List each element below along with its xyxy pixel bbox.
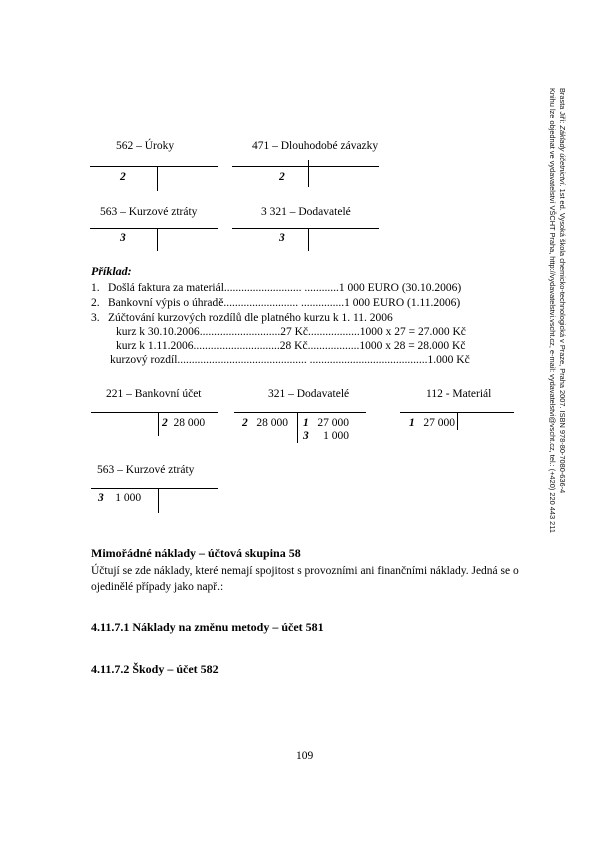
entry-number: 3 <box>98 492 104 504</box>
rate-label: kurz k 30.10.2006 <box>116 326 200 338</box>
citation-publisher: . 1st ed. Vysoká škola chemicko-technologická v Praze, Praha 2007. ISBN 978-80-7080-636-4 <box>558 184 567 494</box>
t-account-title: 471 – Dlouhodobé závazky <box>252 140 379 152</box>
entry-number: 1 <box>303 417 309 429</box>
t-account-divider <box>158 489 159 513</box>
entry-number: 2 <box>162 417 168 429</box>
t-account-title: 563 – Kurzové ztráty <box>100 206 198 218</box>
item-text: Bankovní výpis o úhradě <box>108 297 224 309</box>
t-account-entry: 3 <box>120 232 126 244</box>
rate-value: 28 Kč <box>279 340 308 352</box>
item-dots: ........................... ............ <box>223 282 339 294</box>
t-account-top-line <box>234 412 366 413</box>
example-heading: Příklad: <box>91 264 132 278</box>
item-number: 3. <box>91 312 100 324</box>
section-paragraph: Účtují se zde náklady, které nemají spojitost s provozními ani finančními náklady. Jedná se o ojedinělé případy jako např.: <box>91 565 519 593</box>
rate-dots: .............................. <box>193 340 280 352</box>
t-account-divider <box>157 229 158 251</box>
rate-value: 27 Kč <box>280 326 308 338</box>
difference-dots: ............................................. ......................................... <box>177 354 428 366</box>
t-account-debit-entry <box>98 492 141 504</box>
entry-number: 3 <box>303 430 309 442</box>
item-number: 1. <box>91 282 100 294</box>
t-account-entry: 2 <box>279 171 285 183</box>
t-account-top-line <box>91 488 218 489</box>
t-account-credit-entry <box>303 430 349 442</box>
t-account-top-line <box>232 228 379 229</box>
t-account-title: 112 - Materiál <box>426 388 492 400</box>
example-item-1 <box>91 282 461 294</box>
item-text: Došlá faktura za materiál <box>108 282 224 294</box>
t-account-debit-entry <box>409 417 455 429</box>
entry-amount: 28 000 <box>173 417 206 429</box>
t-account-title: 563 – Kurzové ztráty <box>97 464 195 476</box>
entry-amount: 28 000 <box>256 417 288 429</box>
t-account-entry: 3 <box>279 232 285 244</box>
t-account-top-line <box>232 166 379 167</box>
example-item-3 <box>91 312 393 324</box>
t-account-top-line <box>90 166 218 167</box>
t-account-title: 3 321 – Dodavatelé <box>261 206 351 218</box>
rate-row-2 <box>116 340 465 352</box>
subsection-heading-582: 4.11.7.2 Škody – účet 582 <box>91 662 219 676</box>
example-item-2 <box>91 297 460 309</box>
difference-value: 1.000 Kč <box>427 354 470 366</box>
t-account-top-line <box>91 412 218 413</box>
rate-dots: .................. <box>307 340 360 352</box>
rate-dots: ............................ <box>199 326 281 338</box>
page-number: 109 <box>296 750 314 762</box>
rate-calculation: 1000 x 27 = 27.000 Kč <box>359 326 466 338</box>
rate-calculation: 1000 x 28 = 28.000 Kč <box>359 340 466 352</box>
t-account-entry: 2 <box>120 171 126 183</box>
entry-number: 1 <box>409 417 415 429</box>
entry-amount: 1 000 <box>115 492 142 504</box>
item-value: 1 000 EURO (30.10.2006) <box>338 282 462 294</box>
rate-dots: .................. <box>307 326 360 338</box>
entry-amount: 27 000 <box>317 417 349 429</box>
t-account-divider <box>308 229 309 251</box>
t-account-credit-entry <box>303 417 349 429</box>
item-value: 1 000 EURO (1.11.2006) <box>344 297 461 309</box>
t-account-title: 321 – Dodavatelé <box>268 388 350 400</box>
item-dots: .......................... ............... <box>223 297 345 309</box>
section-heading: Mimořádné náklady – účtová skupina 58 <box>91 546 301 560</box>
t-account-divider <box>297 413 298 443</box>
item-text: Zúčtování kurzových rozdílů dle platného kurzu k 1. 11. 2006 <box>108 312 393 324</box>
t-account-top-line <box>90 228 218 229</box>
rate-label: kurz k 1.11.2006 <box>116 340 194 352</box>
rate-row-1 <box>116 326 466 338</box>
t-account-debit-entry <box>242 417 288 429</box>
side-citation <box>547 88 567 533</box>
t-account-credit-entry <box>162 417 205 429</box>
difference-label: kurzový rozdíl <box>110 354 178 366</box>
t-account-title: 562 – Úroky <box>116 140 175 152</box>
difference-row <box>110 354 470 366</box>
citation-title: Základy účetnictví <box>558 125 567 185</box>
entry-amount: 27 000 <box>423 417 455 429</box>
t-account-divider <box>158 413 159 436</box>
citation-line-1 <box>557 88 567 533</box>
item-number: 2. <box>91 297 100 309</box>
entry-amount: 1 000 <box>323 430 349 442</box>
t-account-divider <box>157 167 158 191</box>
citation-line-2: Knihu lze objednat ve vydavatelství VŠCHT Praha, http://vydavatelstvi.vscht.cz, e-mail: vydavatelstvi@vscht.cz, tel.: (+420) 220 443 211 <box>548 88 557 533</box>
subsection-heading-581: 4.11.7.1 Náklady na změnu metody – účet 581 <box>91 620 324 634</box>
t-account-title: 221 – Bankovní účet <box>106 388 202 400</box>
t-account-divider <box>457 413 458 430</box>
t-account-divider <box>308 160 309 187</box>
citation-author: Brasta Jiří: <box>558 88 567 126</box>
entry-number: 2 <box>242 417 248 429</box>
